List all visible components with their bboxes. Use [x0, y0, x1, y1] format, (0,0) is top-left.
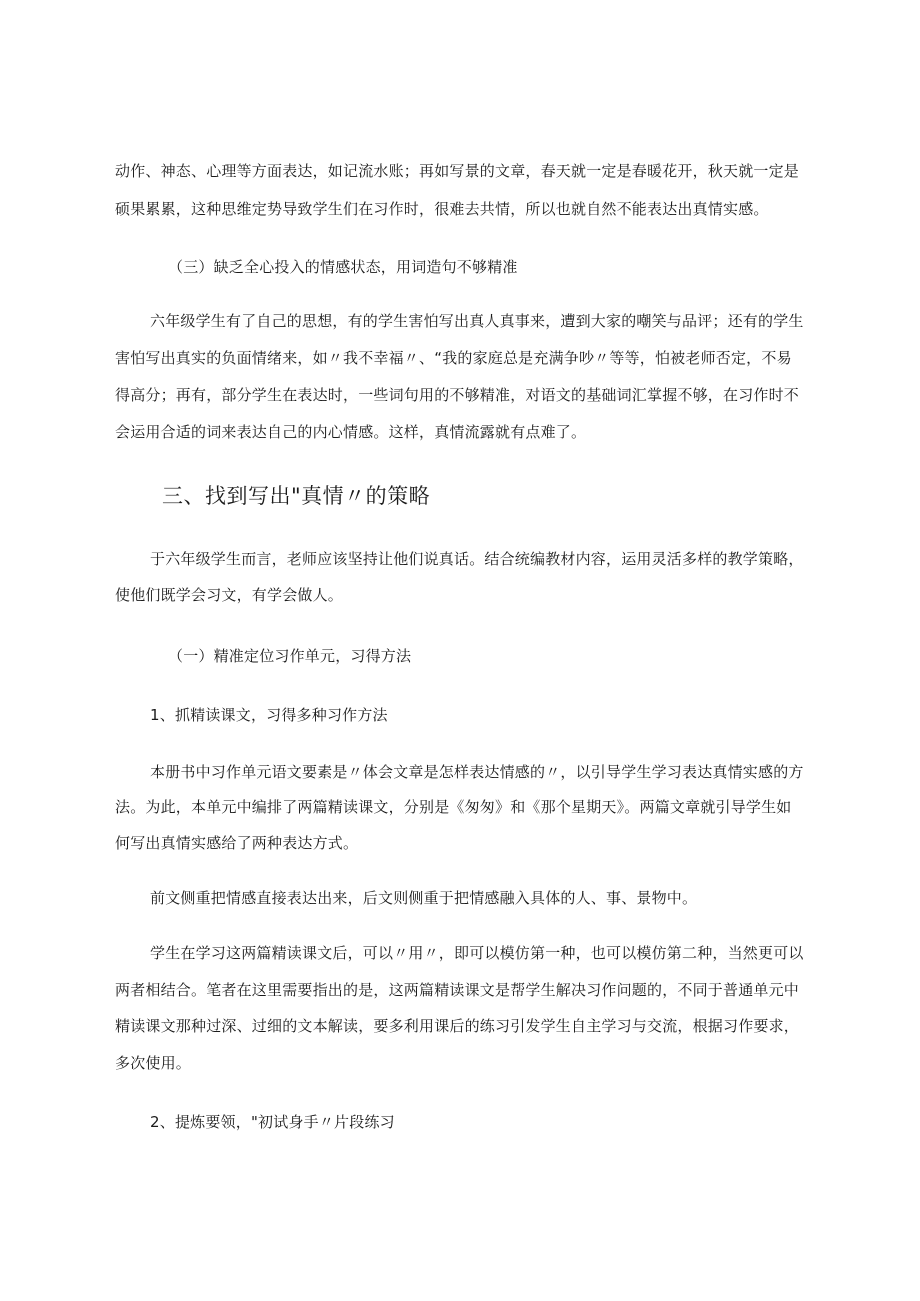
paragraph-line: 害怕写出真实的负面情绪来，如〃我不幸福〃、“我的家庭总是充满争吵〃等等，怕被老师否定，不易 [115, 349, 792, 367]
paragraph-line: 何写出真情实感给了两种表达方式。 [115, 834, 359, 852]
paragraph-line: 得高分；再有，部分学生在表达时，一些词句用的不够精准，对语文的基础词汇掌握不够，在习作时不 [115, 386, 800, 404]
paragraph-line: 六年级学生有了自己的思想，有的学生害怕写出真人真事来，遭到大家的嘲笑与品评；还有的学生 [150, 312, 804, 330]
list-item-2: 2、提炼要领，"初试身手〃片段练习 [150, 1113, 395, 1131]
paragraph-line: 法。为此，本单元中编排了两篇精读课文，分别是《匆匆》和《那个星期天》。两篇文章就引导学生如 [115, 798, 792, 816]
paragraph-line: 多次使用。 [115, 1054, 192, 1072]
paragraph-line: 前文侧重把情感直接表达出来，后文则侧重于把情感融入具体的人、事、景物中。 [150, 889, 698, 907]
paragraph-line: 本册书中习作单元语文要素是〃体会文章是怎样表达情感的〃，以引导学生学习表达真情实感的方 [150, 763, 804, 781]
subheading-one: （一）精准定位习作单元，习得方法 [168, 647, 412, 665]
paragraph-line: 学生在学习这两篇精读课文后，可以〃用〃，即可以模仿第一种，也可以模仿第二种，当然更可以 [150, 944, 804, 962]
paragraph-line: 于六年级学生而言，老师应该坚持让他们说真话。结合统编教材内容，运用灵活多样的教学策略， [150, 550, 804, 568]
paragraph-line: 动作、神态、心理等方面表达，如记流水账；再如写景的文章，春天就一定是春暖花开，秋天就一定是 [115, 162, 800, 180]
paragraph-line: 使他们既学会习文，有学会做人。 [115, 586, 344, 604]
section-heading: 三、找到写出"真情〃的策略 [162, 484, 431, 508]
paragraph-line: 硕果累累，这种思维定势导致学生们在习作时，很难去共情，所以也就自然不能表达出真情实感。 [115, 200, 769, 218]
paragraph-line: 精读课文那种过深、过细的文本解读，要多利用课后的练习引发学生自主学习与交流，根据习作要求， [115, 1017, 800, 1035]
paragraph-line: 两者相结合。笔者在这里需要指出的是，这两篇精读课文是帮学生解决习作问题的，不同于普通单元中 [115, 981, 800, 999]
paragraph-line: 会运用合适的词来表达自己的内心情感。这样，真情流露就有点难了。 [115, 423, 587, 441]
list-item-1: 1、抓精读课文，习得多种习作方法 [150, 706, 388, 724]
subheading-three: （三）缺乏全心投入的情感状态，用词造句不够精准 [168, 258, 518, 276]
